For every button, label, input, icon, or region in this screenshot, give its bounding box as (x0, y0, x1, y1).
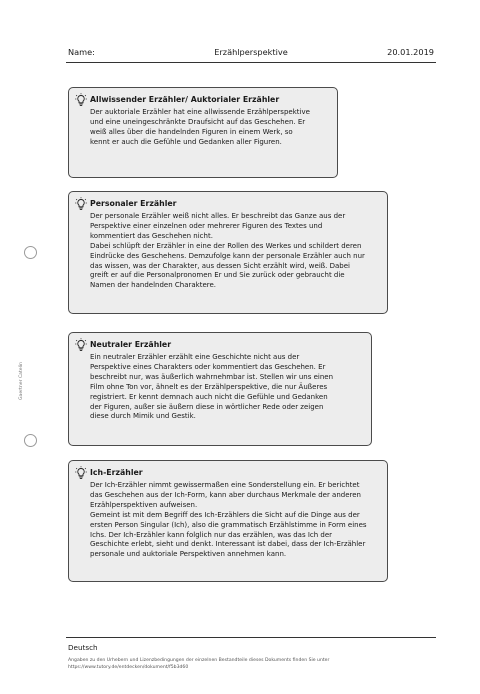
footer-legal (68, 658, 329, 671)
lightbulb-icon (75, 338, 87, 352)
info-box-neutral (68, 332, 372, 446)
page-date: 20.01.2019 (387, 47, 434, 57)
punch-hole-bottom (24, 434, 37, 447)
box-text: Der auktoriale Erzähler hat eine allwissende Erzählperspektive und eine uneingeschränkte Draufsicht auf das Geschehen. Er weiß alles über die handelnden Figuren in einem Werk, so kennt er auch die Gefühle und Gedanken aller Figuren. (90, 108, 310, 146)
page-header (66, 44, 436, 63)
lightbulb-icon (75, 197, 87, 211)
footer-subject: Deutsch (68, 643, 98, 652)
footer-divider (66, 637, 436, 638)
lightbulb-icon (75, 466, 87, 480)
box-title: Ich-Erzähler (90, 468, 143, 477)
side-label: Gaertner Catelin (19, 361, 24, 400)
footer-legal-link[interactable]: https://www.tutory.de/entdecken/dokument/f5b3d60 (68, 664, 189, 670)
footer-legal-text: Angaben zu den Urhebern und Lizenzbedingungen der einzelnen Bestandteile dieses Dokuments finden Sie unter (68, 658, 330, 663)
lightbulb-icon (75, 93, 87, 107)
box-text: Der personale Erzähler weiß nicht alles. Er beschreibt das Ganze aus der Perspektive einer einzelnen oder mehrerer Figuren des Textes und kommentiert das Geschehen nicht. Dabei schlüpft der Erzähler in eine der Rollen des Werkes und schildert deren Eindrücke des Geschehens. Demzufolge kann der personale Erzähler auch nur das wissen, was der Charakter, aus dessen Sicht erzählt wird, weiß. Dabei greift er auf die Personalpronomen Er und Sie zurück oder gebraucht die Namen der handelnden Charaktere. (90, 212, 365, 290)
name-label: Name: (68, 47, 95, 57)
info-box-ich-erzaehler (68, 460, 388, 582)
box-text: Der Ich-Erzähler nimmt gewissermaßen eine Sonderstellung ein. Er berichtet das Geschehen aus der Ich-Form, kann aber durchaus Merkmale der anderen Erzählperspektiven aufweisen. Gemeint ist mit dem Begriff des Ich-Erzählers die Sicht auf die Dinge aus der ersten Person Singular (Ich), also die grammatisch Erzählstimme in Form eines Ichs. Der Ich-Erzähler kann folglich nur das erzählen, was das Ich der Geschichte erlebt, sieht und denkt. Interessant ist dabei, dass der Ich-Erzähler personale und auktoriale Perspektiven annehmen kann. (90, 481, 367, 559)
box-title: Allwissender Erzähler/ Auktorialer Erzähler (90, 95, 280, 104)
box-title: Neutraler Erzähler (90, 340, 172, 349)
info-box-auktorial (68, 87, 338, 178)
box-title: Personaler Erzähler (90, 199, 177, 208)
box-text: Ein neutraler Erzähler erzählt eine Geschichte nicht aus der Perspektive eines Charakters oder kommentiert das Geschehen. Er beschreibt nur, was äußerlich wahrnehmbar ist. Stellen wir uns einen Film ohne Ton vor, ähnelt es der Erzählperspektive, die nur Äußeres registriert. Er kennt demnach auch nicht die Gefühle und Gedanken der Figuren, außer sie äußern diese in wörtlicher Rede oder zeigen diese durch Mimik und Gestik. (90, 353, 334, 421)
page-title: Erzählperspektive (214, 47, 288, 57)
info-box-personal (68, 191, 388, 314)
punch-hole-top (24, 246, 37, 259)
